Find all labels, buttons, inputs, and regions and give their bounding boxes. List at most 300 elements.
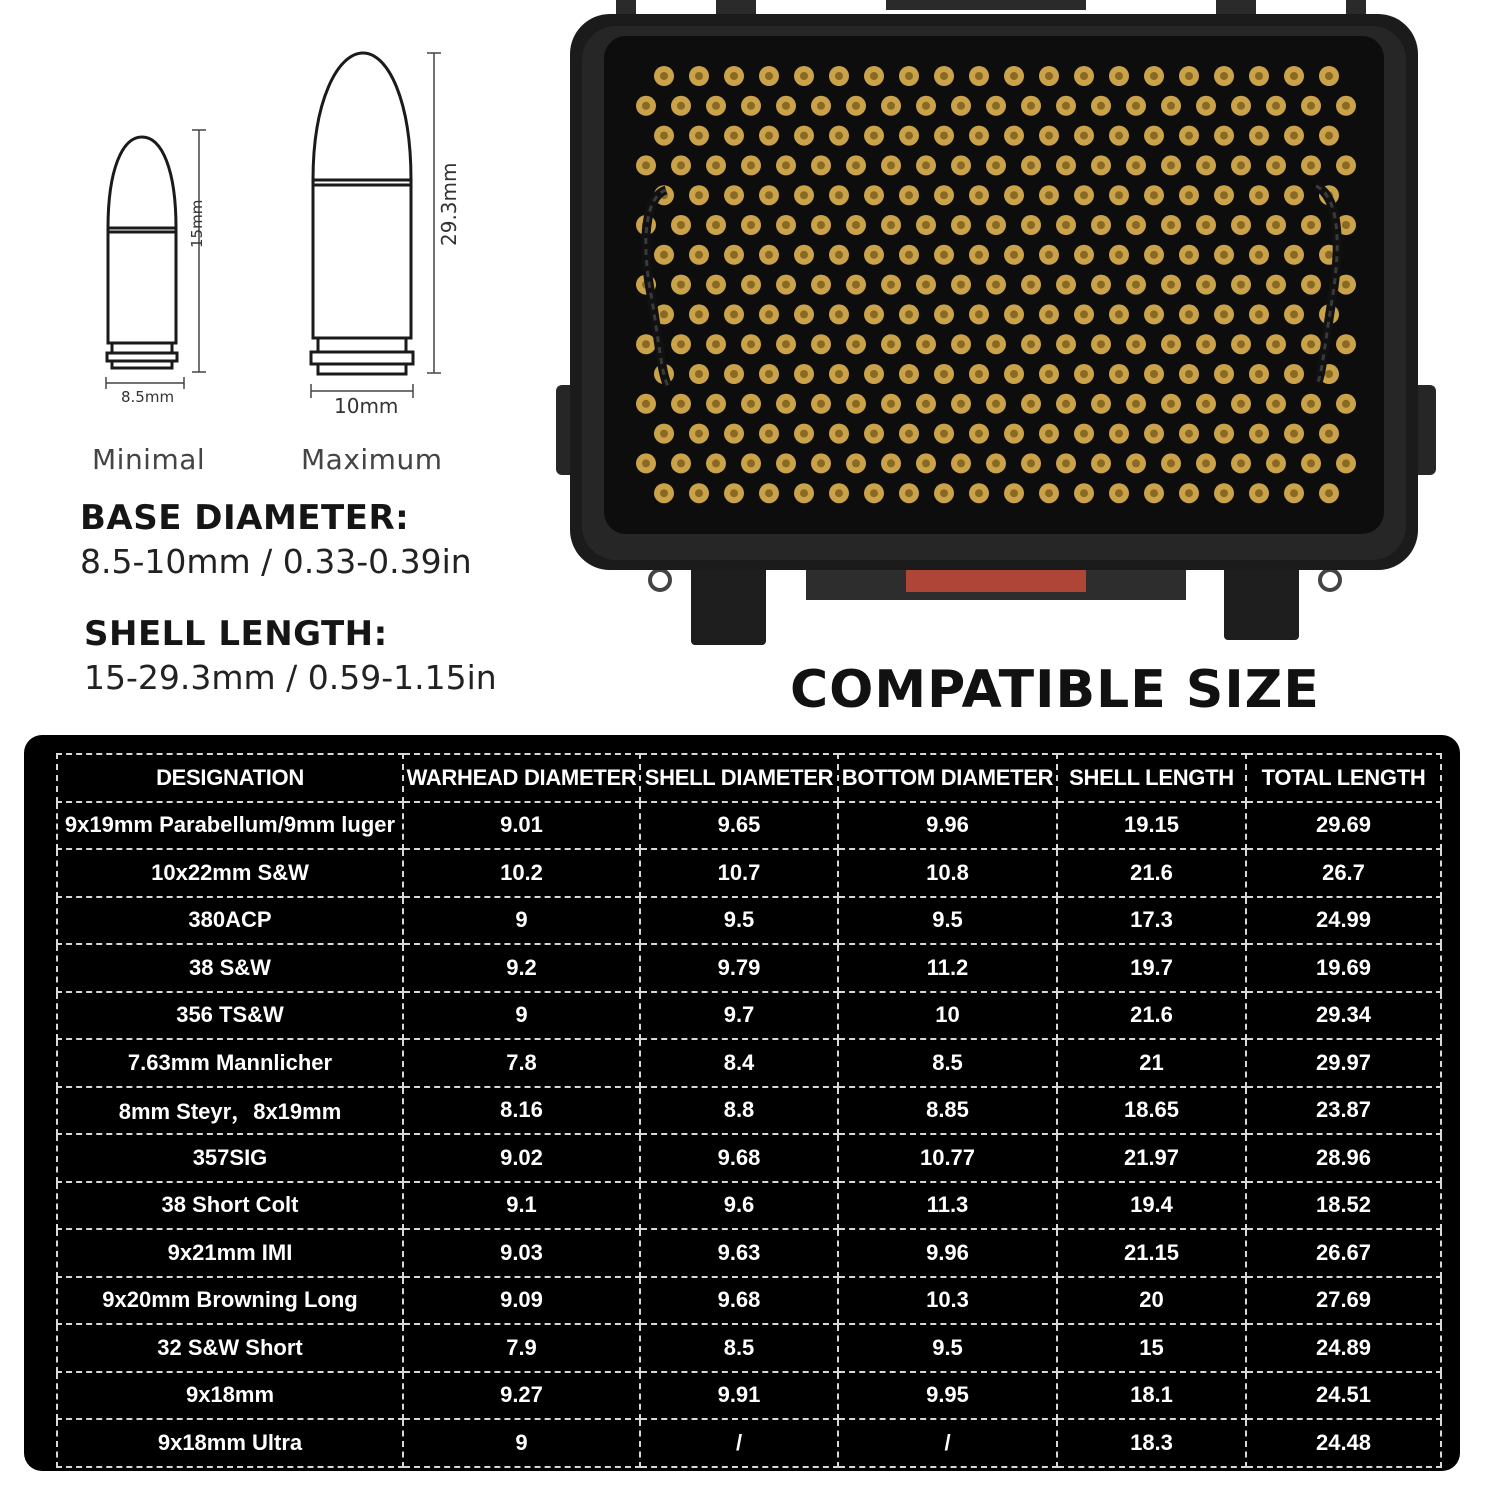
value-cell: 21.15 bbox=[1057, 1229, 1246, 1277]
cartridge-primer bbox=[747, 340, 755, 348]
cartridge-primer bbox=[677, 221, 685, 229]
cartridge-primer bbox=[712, 102, 720, 110]
value-cell: 24.51 bbox=[1246, 1372, 1441, 1420]
cartridge-primer bbox=[1220, 370, 1228, 378]
cartridge-primer bbox=[1185, 72, 1193, 80]
cartridge-primer bbox=[1150, 191, 1158, 199]
cartridge-primer bbox=[940, 430, 948, 438]
cartridge-primer bbox=[730, 191, 738, 199]
cartridge-primer bbox=[1027, 340, 1035, 348]
cartridge-primer bbox=[1220, 72, 1228, 80]
cartridge-primer bbox=[1325, 370, 1333, 378]
cartridge-primer bbox=[1307, 400, 1315, 408]
cartridge-primer bbox=[1080, 310, 1088, 318]
cartridge-primer bbox=[835, 191, 843, 199]
cartridge-primer bbox=[1150, 72, 1158, 80]
cartridge-primer bbox=[712, 400, 720, 408]
cartridge-primer bbox=[1097, 459, 1105, 467]
small-bullet-outline bbox=[107, 137, 177, 368]
cartridge-primer bbox=[817, 400, 825, 408]
table-row bbox=[57, 944, 1441, 992]
cartridge-primer bbox=[975, 72, 983, 80]
cartridge-primer bbox=[905, 370, 913, 378]
table-row bbox=[57, 1229, 1441, 1277]
cartridge-primer bbox=[1290, 132, 1298, 140]
cartridge-primer bbox=[1255, 251, 1263, 259]
cartridge-primer bbox=[1342, 281, 1350, 289]
table-row bbox=[57, 1419, 1441, 1467]
shell-length-heading: SHELL LENGTH: bbox=[84, 614, 388, 654]
cartridge-primer bbox=[1272, 161, 1280, 169]
value-cell: 9.03 bbox=[403, 1229, 640, 1277]
cartridge-primer bbox=[642, 340, 650, 348]
cartridge-primer bbox=[1027, 102, 1035, 110]
cartridge-primer bbox=[940, 370, 948, 378]
cartridge-primer bbox=[870, 72, 878, 80]
value-cell: 7.8 bbox=[403, 1039, 640, 1087]
cartridge-primer bbox=[695, 251, 703, 259]
cartridge-primer bbox=[1132, 340, 1140, 348]
cartridge-primer bbox=[1255, 370, 1263, 378]
cartridge-primer bbox=[835, 310, 843, 318]
cartridge-primer bbox=[887, 281, 895, 289]
table-row bbox=[57, 992, 1441, 1040]
cartridge-primer bbox=[940, 489, 948, 497]
cartridge-primer bbox=[800, 191, 808, 199]
cartridge-primer bbox=[922, 459, 930, 467]
cartridge-primer bbox=[1220, 251, 1228, 259]
value-cell: 18.3 bbox=[1057, 1419, 1246, 1467]
cartridge-primer bbox=[695, 191, 703, 199]
cartridge-primer bbox=[1167, 161, 1175, 169]
cartridge-primer bbox=[712, 161, 720, 169]
value-cell: 29.97 bbox=[1246, 1039, 1441, 1087]
value-cell: 10 bbox=[838, 992, 1057, 1040]
cartridge-primer bbox=[765, 489, 773, 497]
value-cell: 26.67 bbox=[1246, 1229, 1441, 1277]
value-cell: 10.2 bbox=[403, 849, 640, 897]
value-cell: 29.69 bbox=[1246, 802, 1441, 850]
cartridge-primer bbox=[1097, 102, 1105, 110]
cartridge-primer bbox=[817, 459, 825, 467]
cartridge-primer bbox=[1202, 281, 1210, 289]
value-cell: 19.4 bbox=[1057, 1182, 1246, 1230]
cartridge-primer bbox=[642, 459, 650, 467]
cartridge-primer bbox=[1010, 489, 1018, 497]
cartridge-primer bbox=[1255, 132, 1263, 140]
cartridge-primer bbox=[695, 132, 703, 140]
value-cell: 18.52 bbox=[1246, 1182, 1441, 1230]
designation-cell: 9x18mm Ultra bbox=[57, 1419, 403, 1467]
cartridge-primer bbox=[887, 459, 895, 467]
value-cell: 9.91 bbox=[640, 1372, 838, 1420]
cartridge-primer bbox=[1027, 221, 1035, 229]
cartridge-primer bbox=[1220, 191, 1228, 199]
cartridge-primer bbox=[817, 102, 825, 110]
cartridge-primer bbox=[957, 161, 965, 169]
cartridge-primer bbox=[1290, 72, 1298, 80]
cartridge-primer bbox=[975, 489, 983, 497]
value-cell: 28.96 bbox=[1246, 1134, 1441, 1182]
cartridge-primer bbox=[1115, 191, 1123, 199]
value-cell: 9.96 bbox=[838, 802, 1057, 850]
cartridge-primer bbox=[1167, 340, 1175, 348]
cartridge-primer bbox=[1290, 489, 1298, 497]
value-cell: 8.85 bbox=[838, 1087, 1057, 1135]
table-row bbox=[57, 1277, 1441, 1325]
cartridge-primer bbox=[870, 251, 878, 259]
cartridge-primer bbox=[765, 251, 773, 259]
cartridge-primer bbox=[835, 489, 843, 497]
value-cell: 24.89 bbox=[1246, 1324, 1441, 1372]
cartridge-primer bbox=[870, 132, 878, 140]
base-diameter-value: 8.5-10mm / 0.33-0.39in bbox=[80, 542, 472, 581]
cartridge-primer bbox=[1080, 370, 1088, 378]
cartridge-primer bbox=[1342, 340, 1350, 348]
cartridge-primer bbox=[1027, 459, 1035, 467]
cartridge-primer bbox=[1202, 400, 1210, 408]
value-cell: 11.2 bbox=[838, 944, 1057, 992]
cartridge-primer bbox=[1307, 161, 1315, 169]
cartridge-primer bbox=[922, 340, 930, 348]
cartridge-primer bbox=[1167, 221, 1175, 229]
cartridge-primer bbox=[782, 340, 790, 348]
value-cell: 9.02 bbox=[403, 1134, 640, 1182]
minimal-caption: Minimal bbox=[92, 443, 206, 476]
cartridge-primer bbox=[957, 459, 965, 467]
cartridge-primer bbox=[730, 489, 738, 497]
cartridge-primer bbox=[800, 310, 808, 318]
cartridge-primer bbox=[1255, 430, 1263, 438]
cartridge-primer bbox=[1255, 489, 1263, 497]
cartridge-primer bbox=[870, 489, 878, 497]
cartridge-primer bbox=[1132, 102, 1140, 110]
cartridge-primer bbox=[1062, 400, 1070, 408]
cartridge-primer bbox=[1272, 281, 1280, 289]
cartridge-primer bbox=[870, 430, 878, 438]
cartridge-primer bbox=[782, 161, 790, 169]
cartridge-primer bbox=[992, 102, 1000, 110]
cartridge-primer bbox=[1115, 72, 1123, 80]
table-row bbox=[57, 1182, 1441, 1230]
cartridge-primer bbox=[730, 72, 738, 80]
cartridge-primer bbox=[1272, 340, 1280, 348]
designation-cell: 8mm Steyr，8x19mm bbox=[57, 1087, 403, 1135]
cartridge-primer bbox=[1062, 340, 1070, 348]
cartridge-primer bbox=[852, 102, 860, 110]
value-cell: 10.7 bbox=[640, 849, 838, 897]
cartridge-primer bbox=[765, 370, 773, 378]
cartridge-primer bbox=[887, 102, 895, 110]
cartridge-primer bbox=[975, 251, 983, 259]
designation-cell: 9x21mm IMI bbox=[57, 1229, 403, 1277]
cartridge-primer bbox=[800, 370, 808, 378]
value-cell: 8.8 bbox=[640, 1087, 838, 1135]
value-cell: 17.3 bbox=[1057, 897, 1246, 945]
cartridge-primer bbox=[1342, 400, 1350, 408]
cartridge-primer bbox=[1272, 221, 1280, 229]
cartridge-primer bbox=[1150, 132, 1158, 140]
designation-cell: 7.63mm Mannlicher bbox=[57, 1039, 403, 1087]
cartridge-primer bbox=[1045, 72, 1053, 80]
cartridge-primer bbox=[1010, 191, 1018, 199]
cartridge-primer bbox=[1202, 102, 1210, 110]
cartridge-primer bbox=[1185, 430, 1193, 438]
cartridge-primer bbox=[747, 459, 755, 467]
cartridge-primer bbox=[765, 310, 773, 318]
cartridge-primer bbox=[1167, 459, 1175, 467]
cartridge-primer bbox=[765, 430, 773, 438]
cartridge-primer bbox=[800, 430, 808, 438]
cartridge-primer bbox=[1132, 161, 1140, 169]
cartridge-primer bbox=[1097, 340, 1105, 348]
cartridge-primer bbox=[1080, 72, 1088, 80]
cartridge-primer bbox=[1132, 281, 1140, 289]
value-cell: 10.3 bbox=[838, 1277, 1057, 1325]
cartridge-primer bbox=[887, 340, 895, 348]
cartridge-primer bbox=[1307, 340, 1315, 348]
designation-cell: 38 S&W bbox=[57, 944, 403, 992]
cartridge-primer bbox=[852, 400, 860, 408]
cartridge-primer bbox=[992, 400, 1000, 408]
cartridge-primer bbox=[817, 281, 825, 289]
cartridge-primer bbox=[1132, 400, 1140, 408]
value-cell: 8.5 bbox=[838, 1039, 1057, 1087]
cartridge-primer bbox=[1202, 459, 1210, 467]
value-cell: 9.5 bbox=[640, 897, 838, 945]
base-diameter-heading: BASE DIAMETER: bbox=[80, 498, 410, 538]
cartridge-primer bbox=[1307, 221, 1315, 229]
value-cell: 10.8 bbox=[838, 849, 1057, 897]
value-cell: 18.1 bbox=[1057, 1372, 1246, 1420]
cartridge-primer bbox=[1220, 489, 1228, 497]
cartridge-primer bbox=[1010, 310, 1018, 318]
small-width-label: 8.5mm bbox=[121, 388, 175, 406]
value-cell: 9.09 bbox=[403, 1277, 640, 1325]
compatible-size-title: COMPATIBLE SIZE bbox=[790, 660, 1320, 720]
cartridge-primer bbox=[1272, 459, 1280, 467]
cartridge-primer bbox=[957, 221, 965, 229]
cartridge-primer bbox=[1080, 430, 1088, 438]
cartridge-primer bbox=[730, 370, 738, 378]
cartridge-primer bbox=[1010, 132, 1018, 140]
designation-cell: 356 TS&W bbox=[57, 992, 403, 1040]
cartridge-primer bbox=[642, 400, 650, 408]
cartridge-primer bbox=[712, 459, 720, 467]
cartridge-primer bbox=[782, 281, 790, 289]
table-row bbox=[57, 849, 1441, 897]
designation-cell: 10x22mm S&W bbox=[57, 849, 403, 897]
table-header-row bbox=[57, 754, 1441, 802]
cartridge-primer bbox=[1342, 161, 1350, 169]
cartridge-primer bbox=[905, 132, 913, 140]
designation-cell: 357SIG bbox=[57, 1134, 403, 1182]
value-cell: 24.48 bbox=[1246, 1419, 1441, 1467]
cartridge-primer bbox=[1062, 221, 1070, 229]
cartridge-primer bbox=[905, 72, 913, 80]
value-cell: 21 bbox=[1057, 1039, 1246, 1087]
cartridge-primer bbox=[852, 161, 860, 169]
cartridge-primer bbox=[1097, 221, 1105, 229]
designation-cell: 9x19mm Parabellum/9mm luger bbox=[57, 802, 403, 850]
cartridge-primer bbox=[1150, 251, 1158, 259]
value-cell: 9.7 bbox=[640, 992, 838, 1040]
large-dimension-lines bbox=[311, 53, 441, 398]
cartridge-primer bbox=[1062, 102, 1070, 110]
cartridge-primer bbox=[1185, 132, 1193, 140]
value-cell: 9.5 bbox=[838, 897, 1057, 945]
cartridge-primer bbox=[870, 310, 878, 318]
cartridge-primer bbox=[1307, 281, 1315, 289]
value-cell: 19.7 bbox=[1057, 944, 1246, 992]
cartridge-primer bbox=[940, 251, 948, 259]
compatibility-table-panel bbox=[24, 735, 1460, 1471]
cartridge-primer bbox=[957, 340, 965, 348]
cartridge-primer bbox=[660, 310, 668, 318]
cartridge-primer bbox=[887, 400, 895, 408]
cartridge-primer bbox=[677, 459, 685, 467]
cartridge-primer bbox=[975, 191, 983, 199]
cartridge-primer bbox=[1307, 459, 1315, 467]
cartridge-primer bbox=[730, 430, 738, 438]
value-cell: 7.9 bbox=[403, 1324, 640, 1372]
value-cell: 9 bbox=[403, 1419, 640, 1467]
cartridge-primer bbox=[642, 161, 650, 169]
cartridge-primer bbox=[975, 310, 983, 318]
cartridge-primer bbox=[922, 400, 930, 408]
value-cell: 9.1 bbox=[403, 1182, 640, 1230]
cartridge-primer bbox=[660, 72, 668, 80]
cartridge-primer bbox=[1325, 132, 1333, 140]
cartridge-primer bbox=[957, 102, 965, 110]
table-row bbox=[57, 1087, 1441, 1135]
column-header: SHELL DIAMETER bbox=[640, 754, 838, 802]
cartridge-primer bbox=[835, 370, 843, 378]
table-row bbox=[57, 897, 1441, 945]
value-cell: 19.15 bbox=[1057, 802, 1246, 850]
cartridge-primer bbox=[660, 132, 668, 140]
cartridge-primer bbox=[1062, 281, 1070, 289]
designation-cell: 38 Short Colt bbox=[57, 1182, 403, 1230]
cartridge-primer bbox=[712, 281, 720, 289]
cartridge-primer bbox=[1237, 221, 1245, 229]
cartridge-primer bbox=[817, 161, 825, 169]
cartridge-primer bbox=[782, 459, 790, 467]
cartridge-primer bbox=[887, 161, 895, 169]
cartridge-primer bbox=[1272, 400, 1280, 408]
column-header: DESIGNATION bbox=[57, 754, 403, 802]
value-cell: 9.68 bbox=[640, 1277, 838, 1325]
cartridge-primer bbox=[1237, 459, 1245, 467]
cartridge-primer bbox=[1115, 132, 1123, 140]
cartridge-primer bbox=[905, 251, 913, 259]
cartridge-primer bbox=[660, 430, 668, 438]
cartridge-primer bbox=[1325, 489, 1333, 497]
cartridge-primer bbox=[765, 191, 773, 199]
table-row bbox=[57, 1134, 1441, 1182]
value-cell: 21.97 bbox=[1057, 1134, 1246, 1182]
cartridge-primer bbox=[1220, 430, 1228, 438]
cartridge-primer bbox=[1307, 102, 1315, 110]
cartridge-primer bbox=[852, 281, 860, 289]
maximum-caption: Maximum bbox=[301, 443, 443, 476]
cartridge-primer bbox=[747, 281, 755, 289]
cartridge-primer bbox=[1010, 251, 1018, 259]
value-cell: / bbox=[838, 1419, 1057, 1467]
cartridge-primer bbox=[905, 489, 913, 497]
cartridge-primer bbox=[1325, 430, 1333, 438]
cartridge-primer bbox=[1237, 161, 1245, 169]
cartridge-primer bbox=[1237, 340, 1245, 348]
cartridge-primer bbox=[852, 221, 860, 229]
cartridge-primer bbox=[835, 132, 843, 140]
shell-length-value: 15-29.3mm / 0.59-1.15in bbox=[84, 658, 497, 697]
cartridge-primer bbox=[695, 310, 703, 318]
cartridge-primer bbox=[1045, 430, 1053, 438]
designation-cell: 380ACP bbox=[57, 897, 403, 945]
table-row bbox=[57, 1039, 1441, 1087]
cartridge-primer bbox=[1255, 310, 1263, 318]
table-row bbox=[57, 1372, 1441, 1420]
cartridge-primer bbox=[1132, 221, 1140, 229]
value-cell: 8.5 bbox=[640, 1324, 838, 1372]
cartridge-primer bbox=[922, 221, 930, 229]
cartridge-primer bbox=[1167, 102, 1175, 110]
cartridge-primer bbox=[1255, 72, 1263, 80]
cartridge-primer bbox=[695, 370, 703, 378]
cartridge-primer bbox=[1185, 310, 1193, 318]
cartridge-primer bbox=[1220, 132, 1228, 140]
value-cell: 29.34 bbox=[1246, 992, 1441, 1040]
cartridge-primer bbox=[905, 191, 913, 199]
cartridge-primer bbox=[870, 370, 878, 378]
cartridge-primer bbox=[1150, 489, 1158, 497]
value-cell: 9.5 bbox=[838, 1324, 1057, 1372]
cartridge-primer bbox=[940, 310, 948, 318]
cartridge-primer bbox=[1150, 430, 1158, 438]
cartridge-primer bbox=[1080, 191, 1088, 199]
value-cell: 9.01 bbox=[403, 802, 640, 850]
large-height-label: 29.3mm bbox=[437, 162, 461, 246]
value-cell: 21.6 bbox=[1057, 992, 1246, 1040]
large-width-label: 10mm bbox=[334, 394, 399, 418]
cartridge-primer bbox=[1080, 251, 1088, 259]
cartridge-primer bbox=[835, 72, 843, 80]
value-cell: 9.63 bbox=[640, 1229, 838, 1277]
column-header: TOTAL LENGTH bbox=[1246, 754, 1441, 802]
cartridge-primer bbox=[1342, 102, 1350, 110]
cartridge-primer bbox=[747, 400, 755, 408]
cartridge-primer bbox=[1185, 251, 1193, 259]
value-cell: 11.3 bbox=[838, 1182, 1057, 1230]
cartridge-primer bbox=[695, 72, 703, 80]
value-cell: 9.68 bbox=[640, 1134, 838, 1182]
cartridge-primer bbox=[1062, 459, 1070, 467]
designation-cell: 9x18mm bbox=[57, 1372, 403, 1420]
cartridge-primer bbox=[800, 251, 808, 259]
cartridge-primer bbox=[992, 459, 1000, 467]
cartridge-primer bbox=[817, 340, 825, 348]
value-cell: 15 bbox=[1057, 1324, 1246, 1372]
cartridge-primer bbox=[1290, 191, 1298, 199]
designation-cell: 32 S&W Short bbox=[57, 1324, 403, 1372]
cartridge-primer bbox=[1185, 489, 1193, 497]
cartridge-primer bbox=[922, 161, 930, 169]
cartridge-primer bbox=[1185, 370, 1193, 378]
cartridge-primer bbox=[1045, 191, 1053, 199]
cartridge-primer bbox=[800, 72, 808, 80]
bullet-size-diagram bbox=[0, 0, 560, 500]
